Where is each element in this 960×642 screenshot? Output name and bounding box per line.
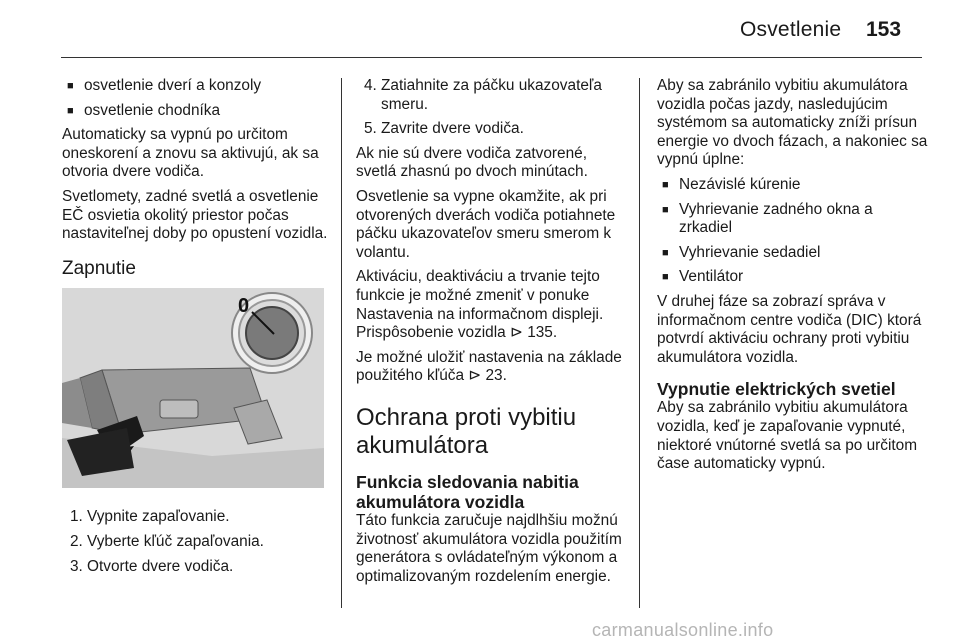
paragraph: V druhej fáze sa zobrazí správa v informačnom centre vodiča (DIC) ktorá potvrdí aktiváciu ochrany proti vybitiu akumulátora vozidla. — [657, 292, 922, 366]
header-divider — [61, 57, 922, 58]
bullet-icon: ■ — [662, 246, 669, 259]
subsection-title: Vypnutie elektrických svetiel — [657, 379, 896, 400]
list-item: ■ Vyhrievanie zadného okna a zrkadiel — [662, 200, 873, 237]
paragraph: Automaticky sa vypnú po určitom oneskorení a znovu sa aktivujú, ak sa otvoria dvere vodiča. — [62, 126, 319, 181]
paragraph: Ak nie sú dvere vodiča zatvorené, svetlá zhasnú po dvoch minútach. — [356, 144, 588, 181]
list-item: ■ osvetlenie dverí a konzoly — [67, 77, 262, 94]
page-reference: 23. — [485, 367, 507, 385]
paragraph: Táto funkcia zaručuje najdlhšiu možnú životnosť akumulátora vozidla použitím generátora s ovládateľným výkonom a optimalizovaným rozdelením energie. — [356, 511, 622, 585]
page-reference-icon: ⊳ — [468, 367, 482, 385]
page-reference: 135. — [527, 324, 558, 342]
bullet-icon: ■ — [662, 271, 669, 284]
bullet-icon: ■ — [67, 104, 74, 117]
bullet-icon: ■ — [662, 178, 669, 191]
paragraph: Osvetlenie sa vypne okamžite, ak pri otvorených dverách vodiča potiahnete páčku ukazovateľov smeru smerom k volantu. — [356, 187, 616, 261]
paragraph: Svetlomety, zadné svetlá a osvetlenie EČ osvietia okolitý priestor počas nastaviteľnej doby po opustení vozidla. — [62, 187, 328, 243]
page-reference-icon: ⊳ — [510, 324, 523, 342]
column-3 — [657, 77, 929, 480]
list-item: 2. Vyberte kľúč zapaľovania. — [70, 532, 264, 550]
column-divider-1 — [341, 78, 342, 608]
paragraph: Aby sa zabránilo vybitiu akumulátora vozidla, keď je zapaľovanie vypnuté, niektoré vnútorné svetlá sa po určitom čase automaticky vypnú. — [657, 399, 918, 473]
column-divider-2 — [639, 78, 640, 608]
page-number: 153 — [866, 18, 902, 41]
turn-signal-lever-illustration — [62, 288, 324, 488]
column-1 — [62, 77, 330, 582]
lever-drawing — [62, 288, 324, 488]
section-title: Ochrana proti vybitiu akumulátora — [356, 403, 577, 459]
figure-label: 0 — [238, 295, 250, 318]
paragraph: Je možné uložiť nastavenia na základe použitého kľúča ⊳ 23. — [356, 348, 622, 385]
page-header-title: Osvetlenie — [740, 18, 842, 41]
list-item: ■ osvetlenie chodníka — [67, 101, 221, 119]
list-item: 4. Zatiahnite za páčku ukazovateľa smeru. — [364, 77, 602, 113]
paragraph: Aktiváciu, deaktiváciu a trvanie tejto funkcie je možné zmeniť v ponuke Nastavenia na informačnom displeji. Prispôsobenie vozidla ⊳ 135. — [356, 268, 604, 342]
list-item: 1. Vypnite zapaľovanie. — [70, 508, 230, 526]
bullet-icon: ■ — [67, 80, 74, 92]
watermark: carmanualsonline.info — [592, 620, 774, 640]
bullet-icon: ■ — [662, 203, 669, 216]
list-item: 3. Otvorte dvere vodiča. — [70, 557, 234, 575]
subsection-title: Funkcia sledovania nabitia akumulátora vozidla — [356, 471, 579, 512]
paragraph: Aby sa zabránilo vybitiu akumulátora vozidla počas jazdy, nasledujúcim systémom sa automaticky zníži prísun energie vo dvoch fázach, a nakoniec sa vypnú úplne: — [657, 77, 928, 169]
list-item: ■ Vyhrievanie sedadiel — [662, 243, 821, 261]
section-heading-zapnutie: Zapnutie — [62, 257, 136, 279]
list-item: ■ Nezávislé kúrenie — [662, 175, 801, 193]
list-item: ■ Ventilátor — [662, 268, 744, 286]
column-2 — [356, 77, 628, 592]
list-item: 5. Zavrite dvere vodiča. — [364, 120, 524, 138]
